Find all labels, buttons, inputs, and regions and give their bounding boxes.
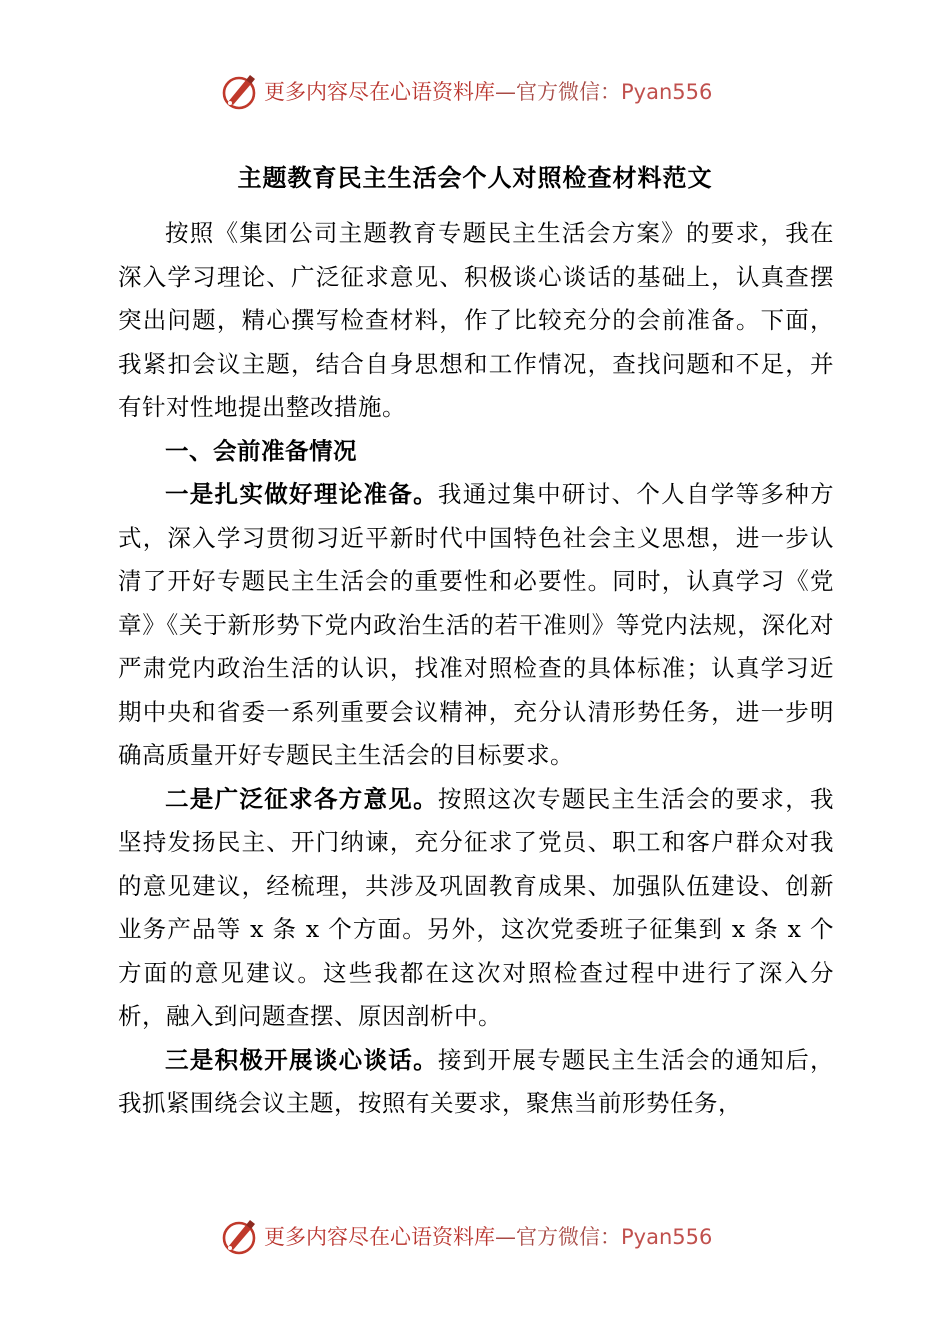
pen-logo-icon — [220, 1217, 260, 1257]
wechat-id: Pyan556 — [621, 80, 713, 104]
wechat-id: Pyan556 — [621, 1225, 713, 1249]
section-heading: 一、会前准备情况 — [165, 436, 357, 465]
item-text: 我通过集中研讨、个人自学等多种方式，深入学习贯彻习近平新时代中国特色社会主义思想，进一步认清了开好专题民主生活会的重要性和必要性。同时，认真学习《党章》《关于新形势下党内政治生活的若干准则》等党内法规，深化对严肃党内政治生活的认识，找准对照检查的具体标准；认真学习近期中央和省委一系列重要会议精神，充分认清形势任务，进一步明确高质量开好专题民主生活会的目标要求。 — [118, 480, 835, 769]
item-lead: 三是积极开展谈心谈话。 — [165, 1045, 438, 1074]
header-banner — [0, 70, 950, 114]
item-paragraph — [118, 778, 834, 1039]
banner-text: 更多内容尽在心语资料库—官方微信：Pyan556 — [264, 1225, 713, 1249]
intro-paragraph: 按照《集团公司主题教育专题民主生活会方案》的要求，我在深入学习理论、广泛征求意见、积极谈心谈话的基础上，认真查摆突出问题，精心撰写检查材料，作了比较充分的会前准备。下面，我紧扣会议主题，结合自身思想和工作情况，查找问题和不足，并有针对性地提出整改措施。 — [118, 219, 834, 421]
item-lead: 一是扎实做好理论准备。 — [165, 480, 438, 508]
item-paragraph — [118, 473, 834, 778]
item-paragraph — [118, 1039, 834, 1126]
pen-logo-icon — [220, 72, 260, 112]
footer-banner — [0, 1215, 950, 1259]
item-text: 按照这次专题民主生活会的要求，我坚持发扬民主、开门纳谏，充分征求了党员、职工和客户群众对我的意见建议，经梳理，共涉及巩固教育成果、加强队伍建设、创新业务产品等 x 条 x 个方面。另外，这次党委班子征集到 x 条 x 个方面的意见建议。这些我都在这次对照检查过程中进行了深入分析，融入到问题查摆、原因剖析中。 — [118, 784, 835, 1030]
item-lead: 二是广泛征求各方意见。 — [165, 784, 438, 813]
banner-text: 更多内容尽在心语资料库—官方微信：Pyan556 — [264, 80, 713, 104]
item-text: 接到开展专题民主生活会的通知后，我抓紧围绕会议主题，按照有关要求，聚焦当前形势任务， — [118, 1045, 835, 1117]
document-title: 主题教育民主生活会个人对照检查材料范文 — [237, 164, 713, 192]
document-body — [118, 212, 834, 1126]
